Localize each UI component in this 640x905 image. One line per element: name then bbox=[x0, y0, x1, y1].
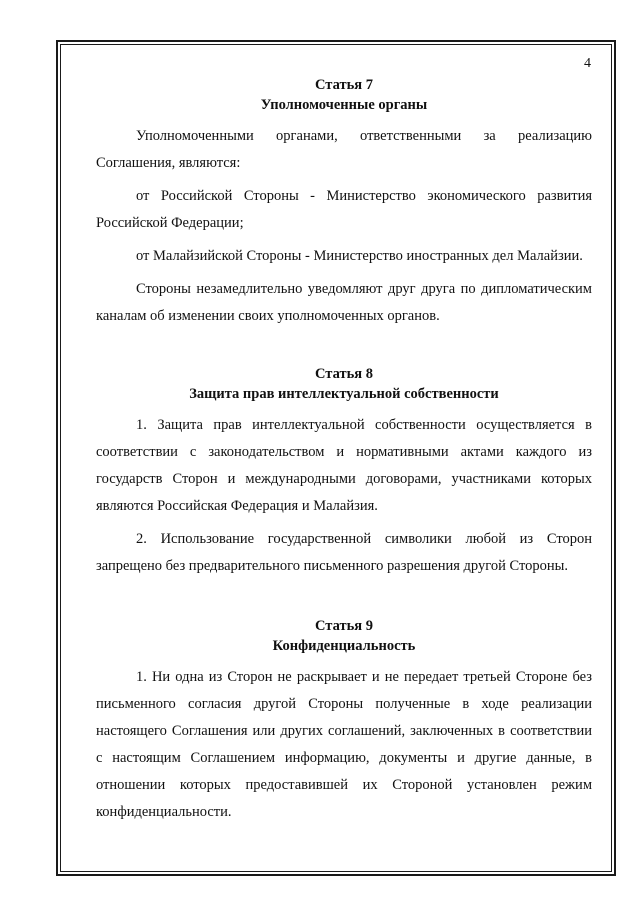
page-number: 4 bbox=[584, 56, 591, 71]
article-7-paragraph: от Малайзийской Стороны - Министерство иностранных дел Малайзии. bbox=[136, 248, 583, 264]
article-7 bbox=[96, 75, 592, 330]
article-7-number: Статья 7 bbox=[315, 77, 373, 93]
article-9-title: Конфиденциальность bbox=[272, 638, 416, 654]
article-8 bbox=[96, 364, 592, 580]
article-7-paragraph: Стороны незамедлительно уведомляют друг друга по дипломатическим каналам об изменении своих уполномоченных органов. bbox=[96, 281, 592, 324]
article-8-paragraph: 2. Использование государственной символики любой из Сторон запрещено без предварительного письменного разрешения другой Стороны. bbox=[96, 531, 592, 574]
article-8-title: Защита прав интеллектуальной собственности bbox=[189, 386, 499, 402]
article-8-paragraph: 1. Защита прав интеллектуальной собственности осуществляется в соответствии с законодательством и нормативными актами каждого из государств Сторон и международными договорами, участниками которых являются Российская Федерация и Малайзия. bbox=[96, 417, 592, 514]
article-9-number: Статья 9 bbox=[315, 618, 373, 634]
article-9-paragraph: 1. Ни одна из Сторон не раскрывает и не передает третьей Стороне без письменного согласия другой Стороны полученные в ходе реализации настоящего Соглашения или других соглашений, заключенных в соответствии с настоящим Соглашением информацию, документы и другие данные, в отношении которых предоставившей их Стороной установлен режим конфиденциальности. bbox=[96, 669, 592, 820]
document-body bbox=[96, 75, 592, 832]
article-7-title: Уполномоченные органы bbox=[260, 97, 428, 113]
article-7-paragraph: Уполномоченными органами, ответственными за реализацию Соглашения, являются: bbox=[96, 128, 592, 171]
article-9 bbox=[96, 616, 592, 826]
article-8-number: Статья 8 bbox=[315, 366, 373, 382]
article-7-paragraph: от Российской Стороны - Министерство экономического развития Российской Федерации; bbox=[96, 188, 592, 231]
